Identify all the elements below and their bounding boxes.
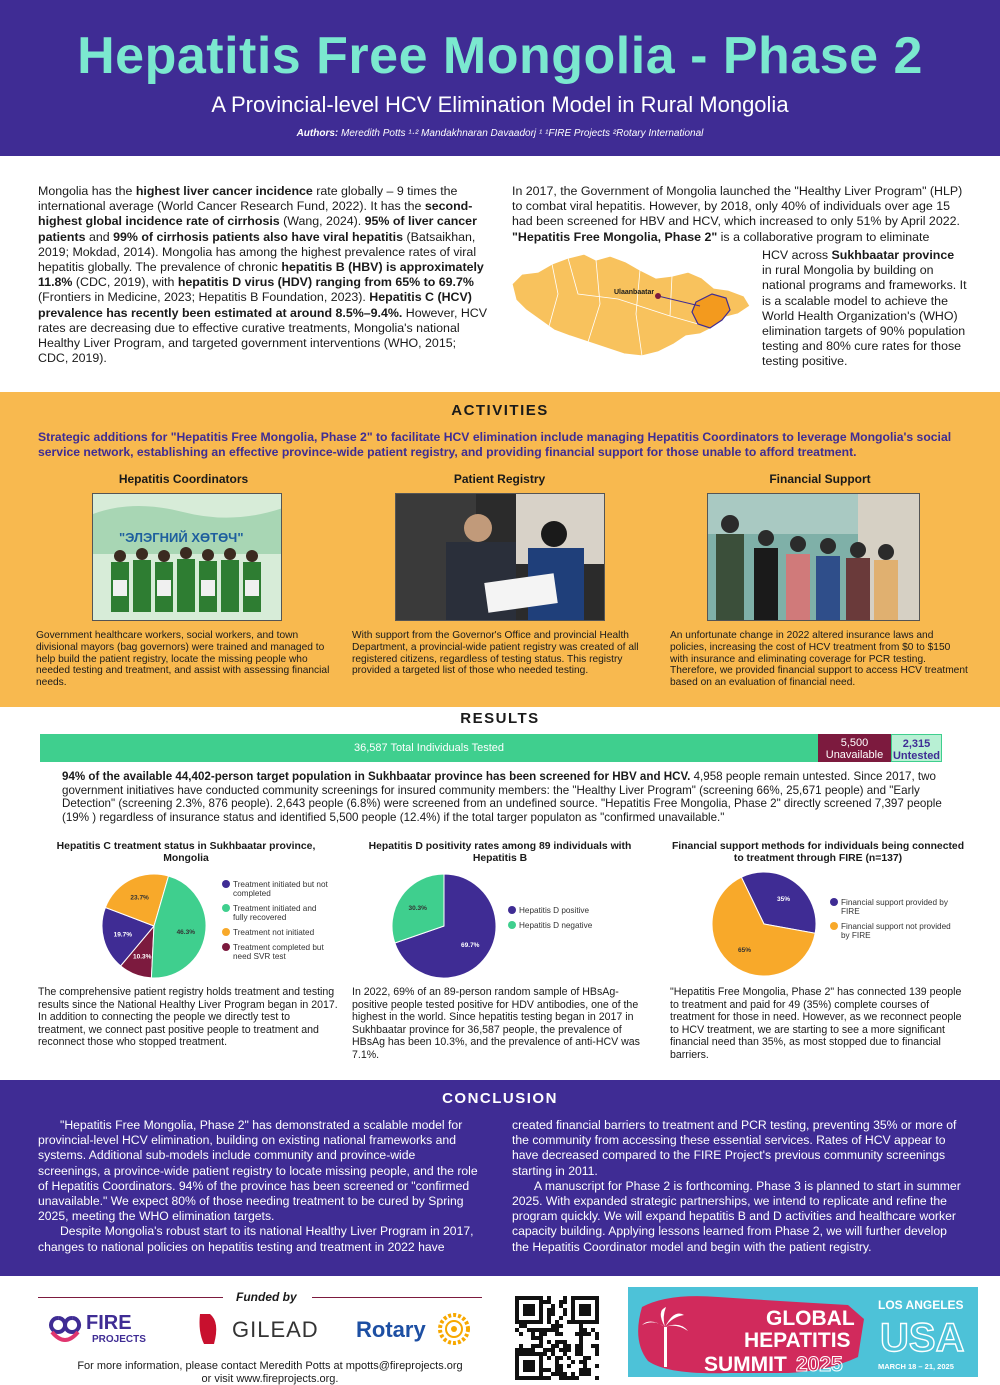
legend-swatch — [222, 904, 230, 912]
legend-hdv — [508, 906, 618, 936]
legend-label: Hepatitis D negative — [519, 921, 593, 930]
poster-title: Hepatitis Free Mongolia - Phase 2 — [77, 27, 923, 85]
summit-country: USA — [880, 1316, 965, 1360]
gilead-logo — [196, 1312, 336, 1348]
legend-hcv — [222, 880, 332, 967]
activity-heading-financial: Financial Support — [769, 472, 871, 486]
gilead-logo-icon — [196, 1312, 224, 1346]
global-hepatitis-summit-banner[interactable] — [628, 1287, 978, 1377]
chart-caption-hdv: In 2022, 69% of an 89-person random sample of HBsAg-positive people tested positive for HDV antibodies, one of the highest in the world. Since hepatitis testing began in 2017 in Sukhbaatar province for 36,587 people, the prevalence of HBsAg has been 10.3%, and the prevalence of anti-HCV was 7.1%. — [352, 986, 640, 1061]
legend-financial — [830, 898, 960, 946]
rotary-logo — [356, 1312, 480, 1348]
summit-graphic — [628, 1287, 978, 1377]
qr-code[interactable] — [515, 1296, 599, 1380]
legend-swatch — [830, 922, 838, 930]
legend-item — [830, 922, 960, 940]
activities-intro: Strategic additions for "Hepatitis Free Mongolia, Phase 2" to facilitate HCV elimination include managing Hepatitis Coordinators to leverage Mongolia's social service network, establishing an effective province-wide patient registry, and providing financial support for those unable to afford treatment. — [38, 430, 952, 459]
pie-slice-label: 19.7% — [113, 931, 133, 939]
mongolia-map — [508, 244, 758, 364]
bar-untested-label: Untested — [892, 750, 941, 762]
legend-item — [830, 898, 960, 916]
legend-item — [222, 904, 332, 922]
fire-logo-subtext: PROJECTS — [92, 1334, 146, 1345]
pie-slice-label: 35% — [776, 895, 791, 903]
photo-financial-support — [707, 493, 920, 621]
pie-slice-label: 10.3% — [133, 953, 152, 961]
map-label-ulaanbaatar: Ulaanbaatar — [614, 289, 655, 296]
results-summary: 94% of the available 44,402-person target population in Sukhbaatar province has been screened for HBV and HCV. 4,958 people remain untested. Since 2017, two government initiatives have conducted community screenings for insured community members: the "Healthy Liver Program" (screening 66%, 25,671 people) and "Early Detection" (screening 2.3%, 876 people). 2,643 people (6.8%) were screened from an undefined source. "Hepatitis Free Mongolia, Phase 2" directly screened 7,397 people (19% ) regardless of insurance status and identified 5,500 people (12.4%) if the total targer populaton as "confirmed unavailable." — [62, 770, 942, 824]
conclusion-right-p2: A manuscript for Phase 2 is forthcoming. Phase 3 is planned to start in summer 2025. With expanded strategic partnerships, we intend to replicate and refine the program quickly. We will expand hepatitis B and D activities and healthcare worker capacity building. Applying lessons learned from Phase 2, we will further develop the Hepatitis Coordinator model and begin with the patient registry. — [512, 1178, 961, 1254]
bar-segment-tested: 36,587 Total Individuals Tested — [40, 734, 818, 762]
pie-chart-hcv — [96, 872, 212, 980]
fire-logo-text: FIRE — [86, 1312, 132, 1334]
summit-line-1: GLOBAL — [766, 1307, 855, 1330]
legend-swatch — [222, 928, 230, 936]
activity-caption-coordinators: Government healthcare workers, social workers, and town divisional mayors (bag governors) were trained and managed to help build the patient registry, locate the missing people who needed testing and treatment, and assist with assessing financial needs. — [36, 630, 330, 689]
contact-line-2: or visit www.fireprojects.org. — [201, 1372, 339, 1385]
legend-label: Financial support not provided by FIRE — [841, 922, 951, 940]
summit-city: LOS ANGELES — [878, 1298, 964, 1312]
legend-item — [222, 928, 332, 937]
legend-swatch — [830, 898, 838, 906]
screening-bar — [40, 734, 942, 762]
poster-subtitle: A Provincial-level HCV Elimination Model in Rural Mongolia — [211, 92, 789, 117]
bar-segment-unavailable — [818, 734, 891, 762]
results-title: RESULTS — [460, 710, 540, 727]
legend-label: Treatment initiated and fully recovered — [233, 904, 317, 922]
bar-unavailable-label: Unavailable — [825, 749, 884, 761]
legend-label: Treatment initiated but not completed — [233, 880, 328, 898]
ulaanbaatar-marker — [655, 293, 661, 299]
photo-banner-text: "ЭЛЭГНИЙ ХӨТӨЧ" — [119, 530, 244, 545]
chart-title-financial: Financial support methods for individuals being connected to treatment through FIRE (n=137) — [671, 841, 965, 865]
chart-caption-hcv: The comprehensive patient registry holds treatment and testing results since the National Healthy Liver Program began in 2017. In addition to connecting the people we directly test to treatment, we connect past positive people to treatment and reconnect those who stopped treatment. — [38, 986, 338, 1049]
photo-patient-registry — [395, 493, 605, 621]
activity-heading-registry: Patient Registry — [453, 472, 546, 486]
legend-label: Treatment completed but need SVR test — [233, 943, 324, 961]
authors-line — [0, 128, 1000, 139]
activities-title: ACTIVITIES — [451, 402, 549, 419]
conclusion-left-p1: "Hepatitis Free Mongolia, Phase 2" has demonstrated a scalable model for provincial-level HCV elimination, building on existing national frameworks and systems. Additional sub-models include community and province-wide screenings, a province-wide patient registry to locate missing people, and the role of Hepatitis Coordinators. 94% of the province has been screened or "confirmed unavailable." We expect 80% of those needing treatment to be cured by Spring 2025, meeting the WHO elimination targets. — [38, 1118, 478, 1224]
activity-heading-coordinators: Hepatitis Coordinators — [118, 472, 249, 486]
conclusion-right-p1: created financial barriers to treatment and PCR testing, preventing 35% or more of the community from accessing these essential services. Rates of HCV appear to have decreased compared to the FIRE Project's previous community screenings starting in 2011. — [512, 1118, 957, 1178]
legend-swatch — [508, 921, 516, 929]
legend-swatch — [222, 943, 230, 951]
legend-swatch — [508, 906, 516, 914]
fire-projects-logo — [48, 1312, 158, 1348]
chart-title-hdv: Hepatitis D positivity rates among 89 individuals with Hepatitis B — [368, 841, 632, 865]
activity-caption-financial: An unfortunate change in 2022 altered insurance laws and policies, increasing the cost of HCV treatment from $0 to $150 with insurance and eliminating coverage for PCR testing. Therefore, we provided financial support to access HCV treatment based on an evaluation of financial need. — [670, 630, 968, 689]
chart-caption-financial: "Hepatitis Free Mongolia, Phase 2" has connected 139 people to treatment and paid for 49 (35%) complete courses of treatment for those in need. However, as we reconnect people to HCV treatment, we are starting to see a more significant financial need than 35%, as most stopped due to financial barriers. — [670, 986, 962, 1061]
legend-item — [222, 880, 332, 898]
summit-dates: MARCH 18 – 21, 2025 — [878, 1362, 954, 1371]
pie-slice-label: 65% — [737, 947, 752, 955]
activity-caption-registry: With support from the Governor's Office and provincial Health Department, a provincial-wide patient registry was created of all registered citizens, regardless of testing status. This registry provided a targeted list of those who needed testing. — [352, 630, 639, 677]
bar-untested-value: 2,315 — [902, 738, 931, 750]
conclusion-title: CONCLUSION — [442, 1090, 558, 1107]
intro-left-text: Mongolia has the highest liver cancer incidence rate globally – 9 times the international average (World Cancer Research Fund, 2022). It has the second-highest global incidence rate of cirrhosis (Wang, 2024). 95% of liver cancer patients and 99% of cirrhosis patients also have viral hepatitis (Batsaikhan, 2019; Mokdad, 2014). Mongolia has among the highest prevalence rates of viral hepatitis globally. The prevalence of chronic hepatitis B (HBV) is approximately 11.8% (CDC, 2019), with hepatitis D virus (HDV) ranging from 65% to 69.7% (Frontiers in Medicine, 2023; Hepatitis B Foundation, 2023). Hepatitis C (HCV) prevalence has recently been estimated at around 8.5%–9.4%. However, HCV rates are decreasing due to effective curative treatments, Mongolia's national Healthy Liver Program, and targeted government interventions (WHO, 2015; CDC, 2019). — [38, 184, 488, 366]
summit-year: 2025 — [796, 1353, 843, 1376]
conclusion-left-p2: Despite Mongolia's robust start to its national Healthy Liver Program in 2017, changes to national policies on hepatitis testing and treatment in 2022 have — [38, 1224, 474, 1254]
chart-title-hcv: Hepatitis C treatment status in Sukhbaatar province, Mongolia — [56, 841, 316, 865]
contact-info — [60, 1360, 480, 1385]
legend-label: Treatment not initiated — [233, 928, 315, 937]
contact-line-1: For more information, please contact Meredith Potts at mpotts@fireprojects.org — [77, 1360, 463, 1372]
pie-slice-label: 46.3% — [176, 928, 196, 936]
pie-chart-financial — [706, 870, 822, 980]
summit-line-3: SUMMIT — [704, 1353, 787, 1376]
bar-segment-untested — [891, 734, 942, 762]
funded-divider-right — [312, 1297, 482, 1298]
pie-chart-hdv — [386, 872, 502, 980]
photo-hepatitis-coordinators — [92, 493, 282, 621]
rotary-wheel-icon — [438, 1313, 470, 1345]
authors-label: Authors: — [296, 128, 339, 139]
legend-item — [222, 943, 332, 961]
conclusion-left — [38, 1118, 478, 1255]
funded-divider-left — [38, 1297, 223, 1298]
intro-right-text: In 2017, the Government of Mongolia launched the "Healthy Liver Program" (HLP) to combat viral hepatitis. However, by 2018, only 40% of individuals over age 15 had been screened for HBV and HCV, which increased to only 51% by April 2022. "Hepatitis Free Mongolia, Phase 2" is a collaborative program to eliminate — [512, 184, 963, 244]
legend-label: Financial support provided by FIRE — [841, 898, 948, 916]
pie-slice-label: 30.3% — [408, 904, 427, 912]
pie-slice-label: 69.7% — [461, 942, 480, 950]
legend-label: Hepatitis D positive — [519, 906, 590, 915]
summit-line-2: HEPATITIS — [744, 1329, 851, 1352]
fire-logo-icon — [48, 1314, 82, 1344]
rotary-logo-text: Rotary — [356, 1317, 426, 1342]
funded-by-label: Funded by — [236, 1290, 297, 1304]
intro-right-side-text: HCV across Sukhbaatar province in rural Mongolia by building on national programs and frameworks. It is a scalable model to achieve the World Health Organization's (WHO) elimination targets of 90% population testing and 80% cure rates for those testing positive. — [762, 248, 967, 369]
legend-item — [508, 921, 618, 930]
legend-item — [508, 906, 618, 915]
gilead-logo-text: GILEAD — [232, 1317, 319, 1342]
conclusion-right — [512, 1118, 967, 1255]
authors-names: Meredith Potts ¹·² Mandakhnaran Davaadorj ¹ ¹FIRE Projects ²Rotary International — [341, 128, 704, 139]
bar-unavailable-value: 5,500 — [840, 737, 869, 749]
pie-slice-label: 23.7% — [130, 894, 149, 902]
legend-swatch — [222, 880, 230, 888]
